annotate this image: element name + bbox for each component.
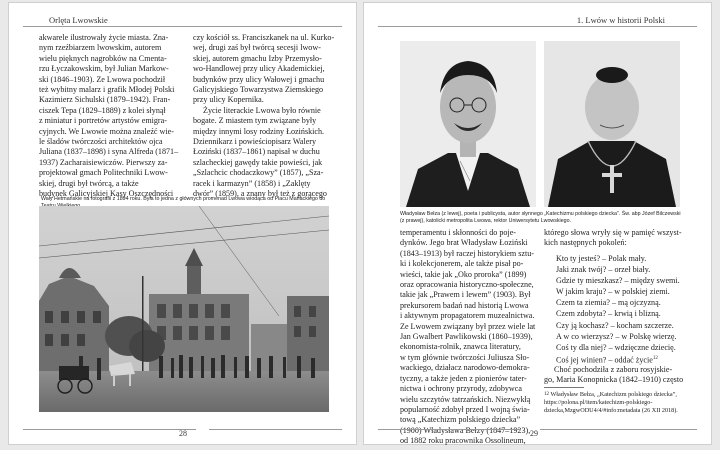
text-line: tyczny, a także jeden z pionierów tater-: [400, 373, 527, 383]
text-line: oraz opracowania historyczno-społeczne,: [400, 280, 534, 290]
text-line: między innymi losy rodziny Łozińskich.: [193, 126, 325, 136]
footer-rule-right: [209, 429, 342, 430]
poem-line: [556, 320, 686, 331]
footnote-marker: 12: [544, 392, 549, 397]
left-page: [8, 2, 357, 445]
text-line: też wybitny malarz i grafik Młodej Polski: [39, 85, 175, 95]
page-number: 28: [179, 429, 187, 438]
poem-line: [556, 342, 686, 353]
street-photo: [39, 206, 329, 412]
text-line: Choć pochodziła z zaboru rosyjskie-: [554, 365, 673, 374]
poem-line: [556, 275, 686, 286]
text-line: 1937) Zacharaisiewiczów. Pierwszy za-: [39, 157, 168, 167]
poem-line-text: W jakim kraju? – w polskiej ziemi.: [556, 287, 670, 297]
text-line: budynek Galicyjskiej Kasy Oszczędności: [39, 189, 174, 199]
text-line: „Szlachcic chodaczkowy” (1857), „Sza-: [193, 168, 324, 178]
footnote-reference: 12: [652, 355, 658, 361]
text-line: prekursorem badań nad historią Lwowa: [400, 300, 529, 310]
text-line: le śladów twórczości architektów ojca: [39, 137, 163, 147]
poem-line-text: Kto ty jesteś? – Polak mały.: [556, 254, 647, 263]
text-line: skiej, autorem gmachu Izby Przemysło-: [193, 53, 322, 63]
text-line: wej, drugi zaś był twórcą secesji lwow-: [193, 43, 321, 53]
poem-line-text: Czem ta ziemia? – mą ojczyzną.: [556, 298, 661, 308]
text-line: Juliana (1837–1898) i syna Alfreda (1871–: [39, 147, 179, 157]
text-line: od 1882 roku pracownika Ossolineum,: [400, 436, 526, 446]
text-line: wackiego, działacz narodowo-demokra-: [400, 363, 530, 373]
footer-rule-left: [378, 429, 521, 430]
footnote: [544, 391, 682, 414]
text-column-1: [39, 33, 185, 200]
katechizm-poem: [556, 253, 686, 366]
text-line: (1900) Władysława Bełzy (1847–1923),: [400, 425, 531, 435]
text-line: popularność zdobył przed I wojną świa-: [400, 404, 530, 414]
text-line: wo-Handlowej przy ulicy Akademickiej,: [193, 64, 325, 74]
poem-line: [556, 253, 686, 264]
text-line: racek i karmazyn” (1858) i „Zaklęty: [193, 178, 311, 188]
page-number: 29: [530, 429, 538, 438]
text-line: Dziennikarz i powieściopisarz Walery: [193, 137, 317, 147]
poem-line: [556, 286, 686, 297]
portrait-bilczewski-image: [544, 41, 680, 207]
text-line: ekonomista-rolnik, znawca literatury,: [400, 342, 521, 352]
text-line: ki i kolekcjonerem, ale także pisał po-: [400, 259, 524, 269]
portrait-bilczewski: [544, 41, 680, 207]
footnote-rule: [544, 387, 584, 388]
footer-rule-right: [540, 429, 697, 430]
running-head-right: [364, 15, 711, 27]
poem-line-text: Coś ty dla niej? – wdzięczne dziecię.: [556, 342, 676, 352]
text-line: akwarele ilustrowały życie miasta. Zna-: [39, 33, 169, 42]
text-line: Życie literackie Lwowa było równie: [203, 105, 321, 115]
text-line: tową „Katechizm polskiego dziecka”: [400, 415, 521, 425]
poem-line-text: Czem zdobyta? – krwią i blizną.: [556, 309, 661, 319]
text-line: Galicyjskiego Towarzystwa Ziemskiego: [193, 85, 324, 95]
portrait-belza: [400, 41, 536, 207]
text-line: bogate. Z miastem tym związane były: [193, 116, 317, 126]
text-line: dwór” (1859), a znany był też z gorącego: [193, 189, 327, 199]
text-line: kich następnych pokoleń:: [544, 238, 627, 248]
right-page: [363, 2, 712, 445]
portrait-belza-image: [400, 41, 536, 207]
text-line: wielu szczytów tatrzańskich. Niezwykłą: [400, 394, 531, 404]
text-line: Łoziński (1837–1861) napisał w duchu: [193, 147, 320, 157]
running-head-left: [9, 15, 356, 27]
text-line: ski (1846–1903). Ze Lwowa pochodził: [39, 74, 166, 84]
text-column-2-continued: [544, 365, 682, 386]
text-line: nym rzeźbiarzem lwowskim, autorem: [39, 43, 162, 53]
poem-line: [556, 331, 686, 342]
text-line: czy kościół ss. Franciszkanek na ul. Kurko-: [193, 33, 335, 42]
text-line: którego słowa wryły się w pamięć wszyst-: [544, 228, 682, 237]
text-line: rzu Łyczakowskim, był Julian Markow-: [39, 64, 169, 74]
poem-line: [556, 353, 686, 366]
poem-line-text: Coś jej winien? – oddać życie: [556, 355, 653, 365]
text-line: nictwa i ochrony przyrody, zdobywca: [400, 384, 522, 394]
footnote-line-2: dziecka,MzgwODU4/4/#info:metadata (26 XII 2018).: [544, 406, 678, 414]
text-line: budynków przy ulicy Wałowej i gmachu: [193, 74, 325, 84]
text-line: projektował gmach Politechniki Lwow-: [39, 168, 168, 178]
text-line: cyjnych. We Lwowie można znaleźć wie-: [39, 126, 174, 136]
text-line: dynków. Jego brat Władysław Łoziński: [400, 238, 528, 248]
poem-line-text: Jaki znak twój? – orzeł biały.: [556, 265, 651, 275]
poem-line: [556, 308, 686, 319]
text-line: temperamentu i skłonności do poje-: [400, 228, 516, 237]
text-line: go, Maria Konopnicka (1842–1910) często: [544, 375, 684, 385]
running-head-title: 1. Lwów w historii Polski: [576, 15, 665, 25]
poem-line-text: Gdzie ty mieszkasz? – między swemi.: [556, 276, 680, 286]
poem-line: [556, 264, 686, 275]
portraits-caption: Władysław Bełza (z lewej), poeta i publicysta, autor słynnego „Katechizmu polskiego dziecka”. Św. abp Józef Bilczewski (z prawej), katolicki metropolita Lwowa, rektor Uniwersytetu Lwowskiego.: [400, 211, 681, 224]
header-rule: [378, 26, 697, 27]
poem-line-text: Czy ją kochasz? – kocham szczerze.: [556, 320, 674, 330]
text-line: skiej, drugi był twórcą, a także: [39, 178, 139, 188]
text-column-2: [193, 33, 339, 200]
text-line: wielu pięknych nagrobków na Cmenta-: [39, 53, 167, 63]
poem-line: [556, 297, 686, 308]
text-line: (1843–1913) był raczej historykiem sztu-: [400, 248, 534, 258]
footnote-line-1: Władysław Bełza, „Katechizm polskiego dziecka”, https://polona.pl/item/katechizm-polskiego-: [544, 391, 677, 406]
text-line: ciszek Tepa (1829–1889) z kolei słynął: [39, 105, 166, 115]
poem-line-text: A w co wierzysz? – w Polskę wierzę.: [556, 331, 677, 341]
text-line: przy ulicy Kopernika.: [193, 95, 264, 105]
photo-caption: Wały Hetmańskie na fotografii z 1894 roku. Była to jedna z głównych promenad Lwowa wiodąca od Placu Mariackiego do: [41, 196, 326, 202]
text-line: z miniatur i portretów artystów emigra-: [39, 116, 167, 126]
header-rule: [23, 26, 342, 27]
text-line: w tym głównie twórczości Juliusza Sło-: [400, 352, 530, 362]
running-head-title: Orlęta Lwowskie: [49, 15, 108, 25]
street-photo-image: [39, 206, 329, 412]
text-line: takie jak „Prawem i lewem” (1903). Był: [400, 290, 531, 300]
footer-rule-left: [23, 429, 196, 430]
text-line: i aktywnym propagatorem muzealnictwa.: [400, 311, 535, 321]
text-line: szlacheckiej gawędy takie powieści, jak: [193, 157, 323, 167]
text-line: Jan Gwalbert Pawlikowski (1860–1939),: [400, 332, 533, 342]
text-line: wieści, takie jak „Oko proroka” (1899): [400, 269, 527, 279]
text-column-2-intro: [544, 228, 682, 249]
text-line: Ze Lwowem związany był przez wiele lat: [400, 321, 536, 331]
text-column-1: [400, 228, 538, 447]
text-line: Kazimierz Sichulski (1879–1942). Fran-: [39, 95, 171, 105]
